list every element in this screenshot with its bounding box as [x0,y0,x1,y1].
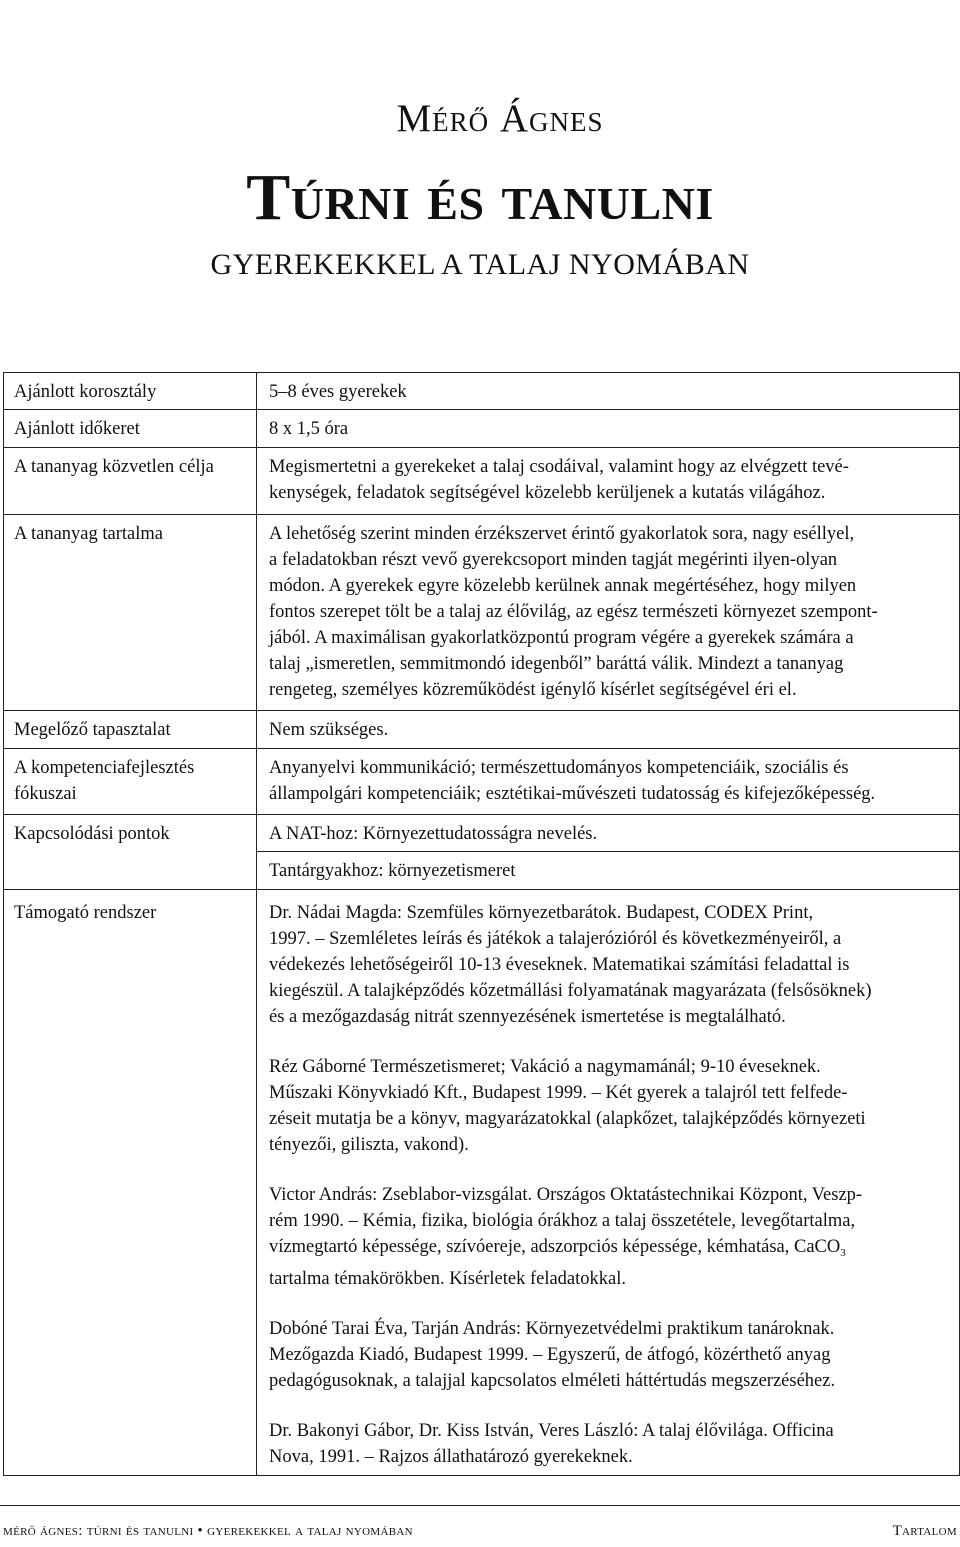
row-value: Nem szükséges. [257,711,960,749]
table-row-time [4,410,960,448]
row-label: A tananyag közvetlen célja [4,448,257,515]
text-line: rengeteg, személyes közreműködést igénylő kísérlet segítségével éri el. [269,680,797,700]
author-name: Mérő Ágnes [396,97,604,140]
text-line: Réz Gáborné Természetismeret; Vakáció a nagymamánál; 9-10 éveseknek. [269,1057,821,1077]
text-line: módon. A gyerekek egyre közelebb kerülnek annak megértéséhez, hogy milyen [269,576,857,596]
row-value: 5–8 éves gyerekek [257,373,960,410]
text-line: kenységek, feladatok segítségével közelebb kerüljenek a kutatás világához. [269,483,826,503]
text-line: fontos szerepet tölt be a talaj az élővilág, az egész természeti környezet szempont- [269,602,878,622]
reference-item [269,1316,959,1394]
label-line: A kompetenciafejlesztés [14,758,195,778]
row-label: Ajánlott korosztály [4,373,257,410]
text-line: pedagógusoknak, a talajjal kapcsolatos elméleti háttértudás megszerzéséhez. [269,1371,836,1391]
text-line: rém 1990. – Kémia, fizika, biológia órákhoz a talaj összetétele, levegőtartalma, [269,1211,856,1231]
table-row-age [4,373,960,410]
text-fragment: vízmegtartó képessége, szívóereje, adszorpciós képessége, kémhatása, CaCO [269,1237,841,1257]
row-value: Tantárgyakhoz: környezetismeret [257,852,960,890]
row-value [257,890,960,1476]
text-line: Műszaki Könyvkiadó Kft., Budapest 1999. – Két gyerek a talajról tett felfede- [269,1083,848,1103]
reference-item [269,900,959,1030]
text-line: védekezés lehetőségeiről 10-13 éveseknek. Matematikai számítási feladattal is [269,955,850,975]
footer-divider [0,1505,960,1506]
text-line: állampolgári kompetenciáik; esztétikai-művészeti tudatosság és kifejezőképesség. [269,784,876,804]
reference-item [269,1054,959,1158]
row-value: A NAT-hoz: Környezettudatosságra nevelés. [257,815,960,852]
text-line: tartalma témakörökben. Kísérletek feladatokkal. [269,1269,627,1289]
text-line: Dr. Nádai Magda: Szemfüles környezetbarátok. Budapest, CODEX Print, [269,903,814,923]
text-line: Anyanyelvi kommunikáció; természettudományos kompetenciáik, szociális és [269,758,849,778]
label-line: fókuszai [14,784,77,804]
table-row-goal [4,448,960,515]
text-line: és a mezőgazdaság nitrát szennyezésének ismertetése is megtalálható. [269,1007,786,1027]
text-line: jából. A maximálisan gyakorlatközpontú program végére a gyerekek számára a [269,628,854,648]
text-line: Nova, 1991. – Rajzos állathatározó gyerekeknek. [269,1447,633,1467]
text-line: Dobóné Tarai Éva, Tarján András: Környezetvédelmi praktikum tanároknak. [269,1319,835,1339]
text-line: tényezői, giliszta, vakond). [269,1135,469,1155]
text-line: zéseit mutatja be a könyv, magyarázatokkal (alapkőzet, talajképződés környezeti [269,1109,866,1129]
text-line [269,1234,959,1266]
text-line: A lehetőség szerint minden érzékszervet érintő gyakorlatok sora, nagy eséllyel, [269,524,855,544]
row-label: Ajánlott időkeret [4,410,257,448]
reference-item [269,1182,959,1292]
text-line: 1997. – Szemléletes leírás és játékok a talajerózióról és következményeiről, a [269,929,842,949]
document-subtitle: GYEREKEKKEL A TALAJ NYOMÁBAN [210,248,750,281]
text-line: a feladatokban részt vevő gyerekcsoport minden tagját megérinti ilyen-olyan [269,550,838,570]
table-row-links-nat [4,815,960,852]
text-line: Victor András: Zseblabor-vizsgálat. Országos Oktatástechnikai Központ, Veszp- [269,1185,863,1205]
row-label: Megelőző tapasztalat [4,711,257,749]
document-title: Túrni és tanulni [246,161,714,234]
row-value [257,448,960,515]
table-row-content [4,515,960,711]
row-value [257,515,960,711]
row-label: A tananyag tartalma [4,515,257,711]
info-table [3,372,960,1476]
row-label: Kapcsolódási pontok [4,815,257,890]
table-row-support [4,890,960,1476]
text-line: Megismertetni a gyerekeket a talaj csodáival, valamint hogy az elvégzett tevé- [269,457,849,477]
subscript: 3 [840,1247,846,1259]
text-line: Dr. Bakonyi Gábor, Dr. Kiss István, Veres László: A talaj élővilága. Officina [269,1421,834,1441]
text-line: kiegészül. A talajképződés kőzetmállási folyamatának magyarázata (felsősöknek) [269,981,872,1001]
reference-item [269,1418,959,1470]
text-line: talaj „ismeretlen, semmitmondó idegenből” baráttá válik. Mindezt a tananyag [269,654,844,674]
row-value [257,749,960,815]
row-label [4,749,257,815]
text-line: Mezőgazda Kiadó, Budapest 1999. – Egyszerű, de átfogó, közérthető anyag [269,1345,831,1365]
footer-running-title: mérő ágnes: túrni és tanulni • gyerekekkel a talaj nyomában [3,1523,413,1539]
row-label: Támogató rendszer [4,890,257,1476]
row-value: 8 x 1,5 óra [257,410,960,448]
table-row-competence [4,749,960,815]
table-of-contents-link[interactable]: Tartalom [892,1523,957,1539]
table-row-prior [4,711,960,749]
